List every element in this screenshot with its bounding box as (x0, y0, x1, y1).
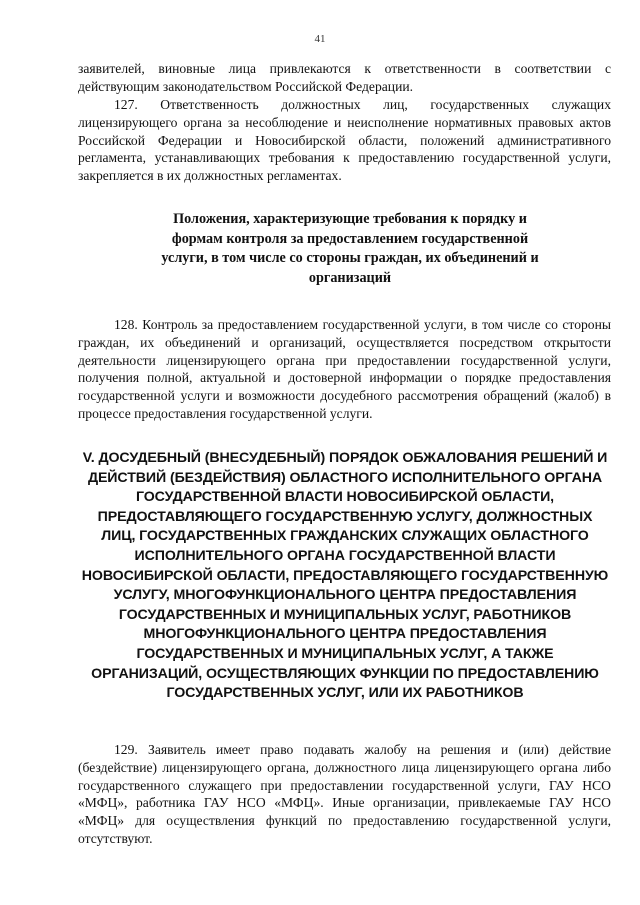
heading-section-v: V. ДОСУДЕБНЫЙ (ВНЕСУДЕБНЫЙ) ПОРЯДОК ОБЖАЛОВАНИЯ РЕШЕНИЙ И ДЕЙСТВИЙ (БЕЗДЕЙСТВИЯ) ОБЛАСТНОГО ИСПОЛНИТЕЛЬНОГО ОРГАНА ГОСУДАРСТВЕННОЙ ВЛАСТИ НОВОСИБИРСКОЙ ОБЛАСТИ, ПРЕДОСТАВЛЯЮЩЕГО ГОСУДАРСТВЕННУЮ УСЛУГУ, ДОЛЖНОСТНЫХ ЛИЦ, ГОСУДАРСТВЕННЫХ ГРАЖДАНСКИХ СЛУЖАЩИХ ОБЛАСТНОГО ИСПОЛНИТЕЛЬНОГО ОРГАНА ГОСУДАРСТВЕННОЙ ВЛАСТИ НОВОСИБИРСКОЙ ОБЛАСТИ, ПРЕДОСТАВЛЯЮЩЕГО ГОСУДАРСТВЕННУЮ УСЛУГУ, МНОГОФУНКЦИОНАЛЬНОГО ЦЕНТРА ПРЕДОСТАВЛЕНИЯ ГОСУДАРСТВЕННЫХ И МУНИЦИПАЛЬНЫХ УСЛУГ, РАБОТНИКОВ МНОГОФУНКЦИОНАЛЬНОГО ЦЕНТРА ПРЕДОСТАВЛЕНИЯ ГОСУДАРСТВЕННЫХ И МУНИЦИПАЛЬНЫХ УСЛУГ, А ТАКЖЕ ОРГАНИЗАЦИЙ, ОСУЩЕСТВЛЯЮЩИХ ФУНКЦИИ ПО ПРЕДОСТАВЛЕНИЮ ГОСУДАРСТВЕННЫХ УСЛУГ, ИЛИ ИХ РАБОТНИКОВ (81, 450, 609, 702)
paragraph-127: 127. Ответственность должностных лиц, государственных служащих лицензирующего органа за несоблюдение и неисполнение нормативных правовых актов Российской Федерации и Новосибирской области, положений административного регламента, устанавливающих требования к предоставлению государственной услуги, закрепляется в их должностных регламентах. (78, 97, 611, 184)
heading-control-provisions: Положения, характеризующие требования к порядку и формам контроля за предоставлением государственной услуги, в том числе со стороны граждан, их объединений и организаций (161, 211, 539, 286)
paragraph-129: 129. Заявитель имеет право подавать жалобу на решения и (или) действие (бездействие) лицензирующего органа, должностного лица лицензирующего органа либо государственного служащего при предоставлении государственной услуги, ГАУ НСО «МФЦ», работника ГАУ НСО «МФЦ». Иные организации, привлекаемые ГАУ НСО «МФЦ» для осуществления функций по предоставлению государственной услуги, отсутствуют. (78, 742, 611, 846)
paragraph-128: 128. Контроль за предоставлением государственной услуги, в том числе со стороны граждан, их объединений и организаций, осуществляется посредством открытости деятельности лицензирующего органа при предоставлении государственной услуги, получения полной, актуальной и достоверной информации о порядке предоставления государственной услуги и возможности досудебного рассмотрения обращений (жалоб) в процессе предоставления государственной услуги. (78, 317, 611, 421)
paragraph-continuation: заявителей, виновные лица привлекаются к ответственности в соответствии с действующим законодательством Российской Федерации. (78, 61, 611, 94)
page-number: 41 (314, 33, 326, 45)
